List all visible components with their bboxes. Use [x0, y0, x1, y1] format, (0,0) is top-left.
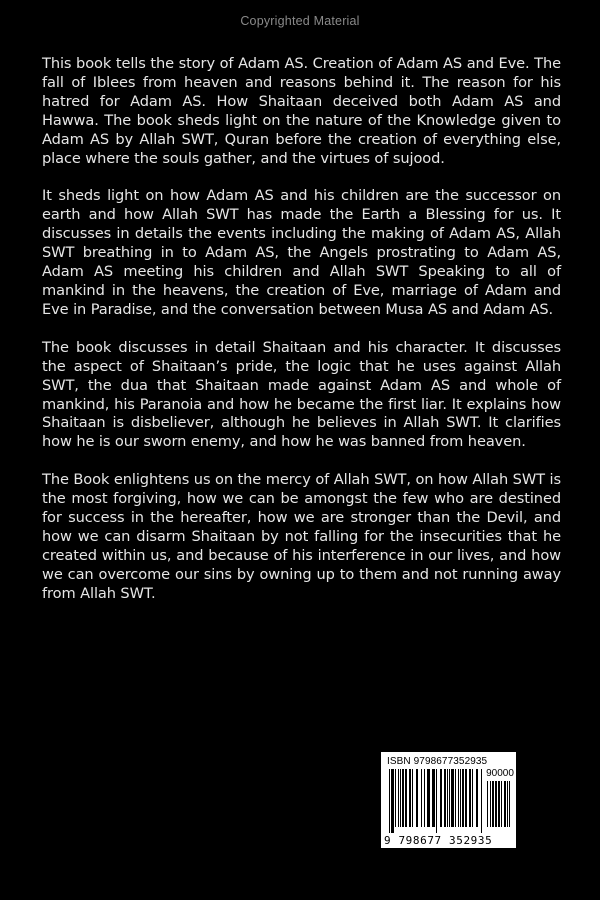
paragraph-4: The Book enlightens us on the mercy of Allah SWT, on how Allah SWT is the most forgiving, how we can be amongst the few who are destined for success in the hereafter, how we are stronger than the Devil, and how we can disarm Shaitaan by not falling for the insecurities that he created within us, and because of his interference in our lives, and how we can overcome our sins by owning up to them and not running away from Allah SWT.	[42, 471, 561, 602]
barcode-digits: 9 798677 352935	[384, 834, 493, 847]
back-cover-text	[42, 55, 561, 623]
barcode-addon-bars	[487, 781, 513, 833]
barcode-addon-number: 90000	[486, 768, 514, 779]
paragraph-3: The book discusses in detail Shaitaan and his character. It discusses the aspect of Shaitaan’s pride, the logic that he uses against Allah SWT, the dua that Shaitaan made against Adam AS and whole of mankind, his Paranoia and how he became the first liar. It explains how Shaitaan is disbeliever, although he believes in Allah SWT. It clarifies how he is our sworn enemy, and how he was banned from heaven.	[42, 338, 561, 451]
paragraph-2: It sheds light on how Adam AS and his children are the successor on earth and how Allah SWT has made the Earth a Blessing for us. It discusses in details the events including the making of Adam AS, Allah SWT breathing in to Adam AS, the Angels prostrating to Adam AS, Adam AS meeting his children and Allah SWT Speaking to all of mankind in the heavens, the creation of Eve, marriage of Adam and Eve in Paradise, and the conversation between Musa AS and Adam AS.	[42, 187, 561, 318]
copyright-watermark-top: Copyrighted Material	[240, 14, 360, 28]
barcode-bars	[389, 769, 484, 833]
isbn-label: ISBN 9798677352935	[387, 756, 488, 767]
isbn-barcode	[381, 752, 516, 848]
paragraph-1: This book tells the story of Adam AS. Creation of Adam AS and Eve. The fall of Iblees from heaven and reasons behind it. The reason for his hatred for Adam AS. How Shaitaan deceived both Adam AS and Hawwa. The book sheds light on the nature of the Knowledge given to Adam AS by Allah SWT, Quran before the creation of everything else, place where the souls gather, and the virtues of sujood.	[42, 55, 561, 167]
